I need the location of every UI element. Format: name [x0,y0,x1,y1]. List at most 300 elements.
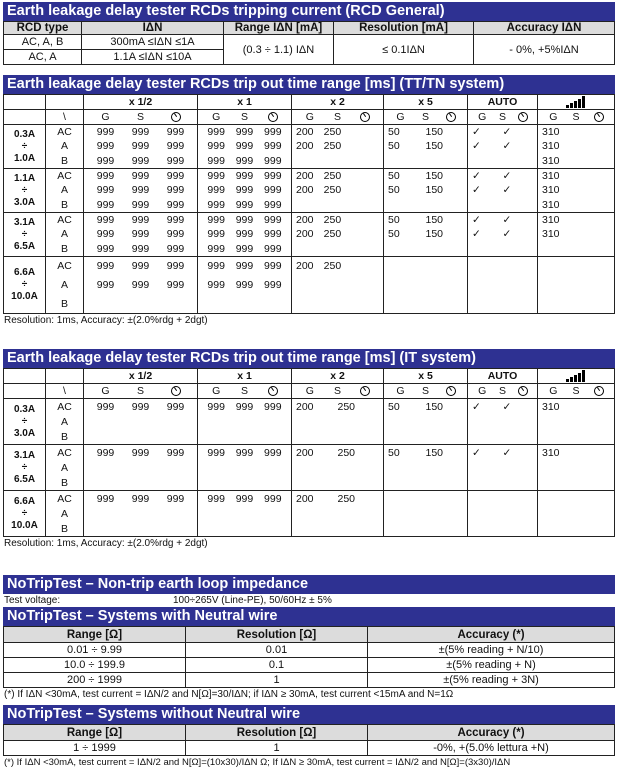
it-mult-header: AUTO [468,369,538,384]
value-text: ✓ [472,126,481,139]
value-text: 999 [235,126,254,139]
g-label: G [101,111,110,123]
g-label: G [212,385,221,397]
current-text: 10.0A [11,519,38,531]
s-label: S [421,111,429,123]
value-text: 310 [542,140,560,153]
value-text: ✓ [472,184,481,197]
s-label: S [136,111,144,123]
value-text: 999 [207,140,225,153]
current-text: 3.0A [13,427,36,439]
value-text: 999 [96,214,115,227]
ramp-icon [566,370,586,382]
value-text: 999 [131,214,150,227]
value-text: 310 [542,228,560,241]
value-text: 250 [323,228,342,241]
s-label: S [498,385,506,397]
table-row [4,491,615,537]
value-text: 150 [425,184,444,197]
value-text: 999 [166,446,185,459]
it-section [3,349,615,550]
range-cell: 200 ÷ 1999 [4,673,186,688]
table-row [4,741,615,756]
clock-icon [268,112,278,122]
no-neutral-header-accuracy: Accuracy (*) [368,725,615,741]
tt-ramp-header [538,95,615,110]
value-text [351,125,379,139]
value-text: 999 [166,214,185,227]
value-text: ✓ [502,214,512,227]
value-text: ✓ [472,228,481,241]
value-text: 999 [207,214,225,227]
value-text: 250 [323,170,342,183]
header-range: Range IΔN [mA] [224,22,334,35]
table-row [4,213,615,257]
value-text: 200 [296,170,314,183]
rcd-type-text: A [60,278,68,291]
value-text: 999 [166,228,185,241]
value-text: 999 [264,492,282,505]
current-text: 6.6A [13,495,36,507]
current-text: 3.1A [13,449,36,461]
value-text: 200 [296,446,314,459]
value-text: 999 [131,140,150,153]
value-text: 999 [235,400,254,413]
rcd-type-text: A [60,507,68,520]
g-label: G [396,385,405,397]
value-text: 310 [542,214,560,227]
tt-mult-header: x 5 [384,95,468,110]
clock-icon [360,112,370,122]
clock-icon [446,386,456,396]
resolution-cell: ≤ 0.1IΔN [334,35,474,65]
current-text: ÷ [21,184,28,196]
value-text: ✓ [502,140,512,153]
value-text: 999 [166,170,185,183]
it-title: Earth leakage delay tester RCDs trip out time range [ms] (IT system) [3,349,615,368]
rcd-type-text: B [60,476,68,489]
current-text: 6.6A [13,267,36,278]
value-text: 999 [264,228,282,241]
rcd-type-text: AC [57,126,72,139]
value-text: 150 [425,170,444,183]
current-text: 1.0A [13,152,36,164]
value-text: 999 [235,170,254,183]
value-text [351,139,379,153]
value-text: 999 [131,228,150,241]
accuracy-cell: - 0%, +5%IΔN [474,35,615,65]
it-mult-header: x 5 [384,369,468,384]
it-mult-header: x 1/2 [84,369,198,384]
value-text: 200 [296,184,314,197]
it-note: Resolution: 1ms, Accuracy: ±(2.0%rdg + 2dgt) [4,538,208,549]
value-text: 999 [166,126,185,139]
current-text: ÷ [21,461,28,473]
current-range-cell [4,257,46,314]
value-text: 999 [131,154,150,167]
rcd-type-text: AC [57,492,72,505]
value-text: 999 [235,154,254,167]
value-text: 250 [323,184,342,197]
value-text: 999 [131,278,150,291]
rcd-type-text: A [60,184,68,197]
value-text: 310 [542,154,560,167]
current-range-cell [4,213,46,257]
rcd-type-text: A [60,140,68,153]
current-text: 6.5A [13,473,36,485]
rcd-type-text: B [60,198,68,211]
value-text: 999 [166,184,185,197]
value-text: 999 [207,198,225,211]
clock-icon [594,112,604,122]
rcd-type-text: AC [57,170,72,183]
value-text: 999 [235,214,254,227]
value-text: 200 [296,126,314,139]
s-label: S [498,111,506,123]
value-text: 999 [131,198,150,211]
value-text: 250 [323,260,342,273]
g-label: G [549,385,558,397]
range-cell: 10.0 ÷ 199.9 [4,658,186,673]
value-text: 999 [131,260,150,273]
value-text: ✓ [502,446,512,459]
value-text: 50 [388,170,400,183]
value-text: 999 [264,242,282,255]
header-rcd-type: RCD type [4,22,82,35]
clock-icon [268,386,278,396]
tt-title: Earth leakage delay tester RCDs trip out time range [ms] (TT/TN system) [3,75,615,94]
value-text: 250 [337,492,356,505]
rcd-type-cell: AC, A, B [4,35,82,50]
neutral-table [3,626,615,688]
value-text: 250 [337,446,356,459]
header-accuracy: Accuracy IΔN [474,22,615,35]
value-text [351,169,379,183]
rcd-type-text: B [60,242,68,255]
value-text: 999 [264,446,282,459]
header-idn: IΔN [82,22,224,35]
value-text [351,213,379,227]
current-text: 3.0A [13,196,36,208]
neutral-header-range: Range [Ω] [4,627,186,643]
value-text: 999 [96,140,115,153]
value-text: 310 [542,400,560,413]
current-range-cell [4,169,46,213]
value-text [351,183,379,197]
value-text: 999 [235,492,254,505]
table-row [4,643,615,658]
accuracy-cell: ±(5% reading + 3N) [368,673,615,688]
value-text: 999 [131,126,150,139]
idn-cell: 1.1A ≤IΔN ≤10A [82,50,224,65]
value-text: 999 [96,154,115,167]
value-text [351,259,379,273]
tt-section [3,75,615,327]
current-text: ÷ [21,279,28,290]
value-text: 50 [388,140,400,153]
rcd-type-text: AC [57,214,72,227]
value-text: 999 [96,242,115,255]
rcd-type-text: AC [57,260,72,273]
table-row [4,169,615,213]
it-mult-header: x 1 [198,369,292,384]
value-text: 999 [96,260,115,273]
rcd-general-section [3,2,615,65]
accuracy-cell: ±(5% reading + N) [368,658,615,673]
neutral-note: (*) If IΔN <30mA, test current = IΔN/2 and N[Ω]=30/IΔN; if IΔN ≥ 30mA, test current <15mA and N=1Ω [4,689,454,700]
no-neutral-section [3,705,615,769]
value-text: 999 [207,126,225,139]
value-text: 999 [207,154,225,167]
value-text: 999 [264,198,282,211]
value-text: ✓ [472,446,481,459]
value-text: 250 [323,214,342,227]
value-text: 50 [388,446,400,459]
no-neutral-header-range: Range [Ω] [4,725,186,741]
value-text: ✓ [502,400,512,413]
current-text: 0.3A [13,403,36,415]
value-text: 250 [323,126,342,139]
value-text: 999 [264,260,282,273]
neutral-title: NoTripTest – Systems with Neutral wire [3,607,615,626]
value-text: 999 [207,446,225,459]
value-text: 999 [166,154,185,167]
value-text: 999 [96,184,115,197]
value-text: ✓ [472,214,481,227]
current-text: 0.3A [13,128,36,140]
value-text: 999 [166,492,185,505]
rcd-general-table [3,21,615,65]
table-row [4,673,615,688]
value-text: 999 [131,242,150,255]
value-text: 999 [207,228,225,241]
value-text: ✓ [502,184,512,197]
value-text: ✓ [472,140,481,153]
value-text: 999 [207,492,225,505]
current-range-cell [4,399,46,445]
test-voltage-row [3,594,615,607]
it-ramp-header [538,369,615,384]
value-text: 999 [235,184,254,197]
value-text: 50 [388,400,400,413]
value-text: 50 [388,228,400,241]
value-text: 999 [166,140,185,153]
value-text: 999 [96,446,115,459]
table-row [4,257,615,314]
value-text: 200 [296,400,314,413]
value-text: 200 [296,492,314,505]
value-text: 999 [96,400,115,413]
test-voltage-value: 100÷265V (Line-PE), 50/60Hz ± 5% [173,595,332,606]
neutral-header-resolution: Resolution [Ω] [186,627,368,643]
tt-mult-header: x 2 [292,95,384,110]
value-text: 999 [96,198,115,211]
value-text: 999 [96,170,115,183]
g-label: G [549,111,558,123]
value-text: 50 [388,126,400,139]
value-text: 310 [542,170,560,183]
value-text: 250 [337,400,356,413]
current-range-cell [4,445,46,491]
g-label: G [396,111,405,123]
s-label: S [136,385,144,397]
current-range-cell [4,125,46,169]
value-text: 999 [264,170,282,183]
notrip-section [3,575,615,607]
clock-icon [171,386,181,396]
g-label: G [212,111,221,123]
idn-cell: 300mA ≤IΔN ≤1A [82,35,224,50]
value-text: 999 [264,214,282,227]
rcd-type-text: B [60,154,68,167]
rcd-type-text: A [60,228,68,241]
value-text: 999 [131,492,150,505]
it-sub-type: \ [46,384,84,399]
neutral-section [3,607,615,701]
value-text: 999 [166,260,185,273]
value-text: 999 [131,400,150,413]
g-label: G [478,385,487,397]
no-neutral-title: NoTripTest – Systems without Neutral wire [3,705,615,724]
value-text: 200 [296,214,314,227]
value-text: 999 [264,154,282,167]
accuracy-cell: ±(5% reading + N/10) [368,643,615,658]
value-text: ✓ [472,170,481,183]
rcd-general-title: Earth leakage delay tester RCDs tripping current (RCD General) [3,2,615,21]
value-text: 999 [207,400,225,413]
value-text: 200 [296,260,314,273]
header-resolution: Resolution [mA] [334,22,474,35]
s-label: S [334,111,342,123]
tt-note: Resolution: 1ms, Accuracy: ±(2.0%rdg + 2dgt) [4,315,208,326]
value-text: 999 [264,184,282,197]
rcd-type-text: B [60,297,68,310]
range-cell: 1 ÷ 1999 [4,741,186,756]
value-text: 150 [425,228,444,241]
clock-icon [518,112,528,122]
value-text: 200 [296,140,314,153]
value-text: ✓ [502,126,512,139]
s-label: S [240,385,248,397]
value-text: 150 [425,400,444,413]
clock-icon [446,112,456,122]
s-label: S [572,385,580,397]
value-text: 999 [235,198,254,211]
rcd-type-text: A [60,415,68,428]
notrip-title: NoTripTest – Non-trip earth loop impedance [3,575,615,594]
value-text: 999 [131,184,150,197]
value-text: 150 [425,126,444,139]
no-neutral-header-resolution: Resolution [Ω] [186,725,368,741]
value-text: 999 [166,198,185,211]
value-text: 999 [264,400,282,413]
current-text: 10.0A [11,291,38,302]
rcd-type-text: AC [57,400,72,413]
current-text: ÷ [21,415,28,427]
value-text: 999 [207,278,225,291]
tt-mult-header: x 1/2 [84,95,198,110]
g-label: G [305,111,314,123]
rcd-type-text: B [60,430,68,443]
value-text: ✓ [472,400,481,413]
value-text: 999 [131,170,150,183]
value-text: 999 [96,492,115,505]
accuracy-cell: -0%, +(5.0% lettura +N) [368,741,615,756]
table-row [4,658,615,673]
value-text: 310 [542,184,560,197]
s-label: S [334,385,342,397]
clock-icon [594,386,604,396]
g-label: G [305,385,314,397]
value-text: ✓ [502,170,512,183]
rcd-type-text: AC [57,446,72,459]
tt-sub-type: \ [46,110,84,125]
rcd-type-cell: AC, A [4,50,82,65]
value-text: 999 [235,228,254,241]
rcd-type-text: B [60,522,68,535]
value-text: 999 [96,278,115,291]
value-text: 999 [96,228,115,241]
value-text: 310 [542,198,560,211]
value-text: 999 [235,278,254,291]
value-text: 999 [235,140,254,153]
no-neutral-note: (*) If IΔN <30mA, test current = IΔN/2 and N[Ω]=(10x30)/IΔN Ω; If IΔN ≥ 30mA, test current = IΔN/2 and N[Ω]=(3x30)/IΔN [4,757,511,768]
value-text: 50 [388,214,400,227]
tt-table [3,94,615,314]
no-neutral-table [3,724,615,756]
current-text: ÷ [21,140,28,152]
value-text: 250 [323,140,342,153]
table-row [4,399,615,445]
resolution-cell: 0.01 [186,643,368,658]
value-text: 200 [296,228,314,241]
range-cell: (0.3 ÷ 1.1) IΔN [224,35,334,65]
value-text: 999 [264,278,282,291]
value-text: 999 [96,126,115,139]
ramp-icon [566,96,586,108]
value-text: 999 [166,400,185,413]
current-text: 6.5A [13,240,36,252]
value-text [351,227,379,241]
g-label: G [101,385,110,397]
value-text: 310 [542,446,560,459]
value-text: 999 [207,184,225,197]
value-text: 999 [235,446,254,459]
current-text: ÷ [21,228,28,240]
value-text: 50 [388,184,400,197]
s-label: S [572,111,580,123]
table-row [4,125,615,169]
value-text: ✓ [502,228,512,241]
tt-mult-header: x 1 [198,95,292,110]
value-text: 999 [207,260,225,273]
s-label: S [421,385,429,397]
value-text: 999 [207,242,225,255]
value-text: 999 [264,126,282,139]
resolution-cell: 1 [186,673,368,688]
range-cell: 0.01 ÷ 9.99 [4,643,186,658]
it-table [3,368,615,537]
value-text: 310 [542,126,560,139]
value-text: 999 [235,260,254,273]
clock-icon [360,386,370,396]
test-voltage-label: Test voltage: [4,595,61,606]
value-text: 999 [131,446,150,459]
value-text: 999 [166,278,185,291]
resolution-cell: 0.1 [186,658,368,673]
value-text: 999 [207,170,225,183]
g-label: G [478,111,487,123]
